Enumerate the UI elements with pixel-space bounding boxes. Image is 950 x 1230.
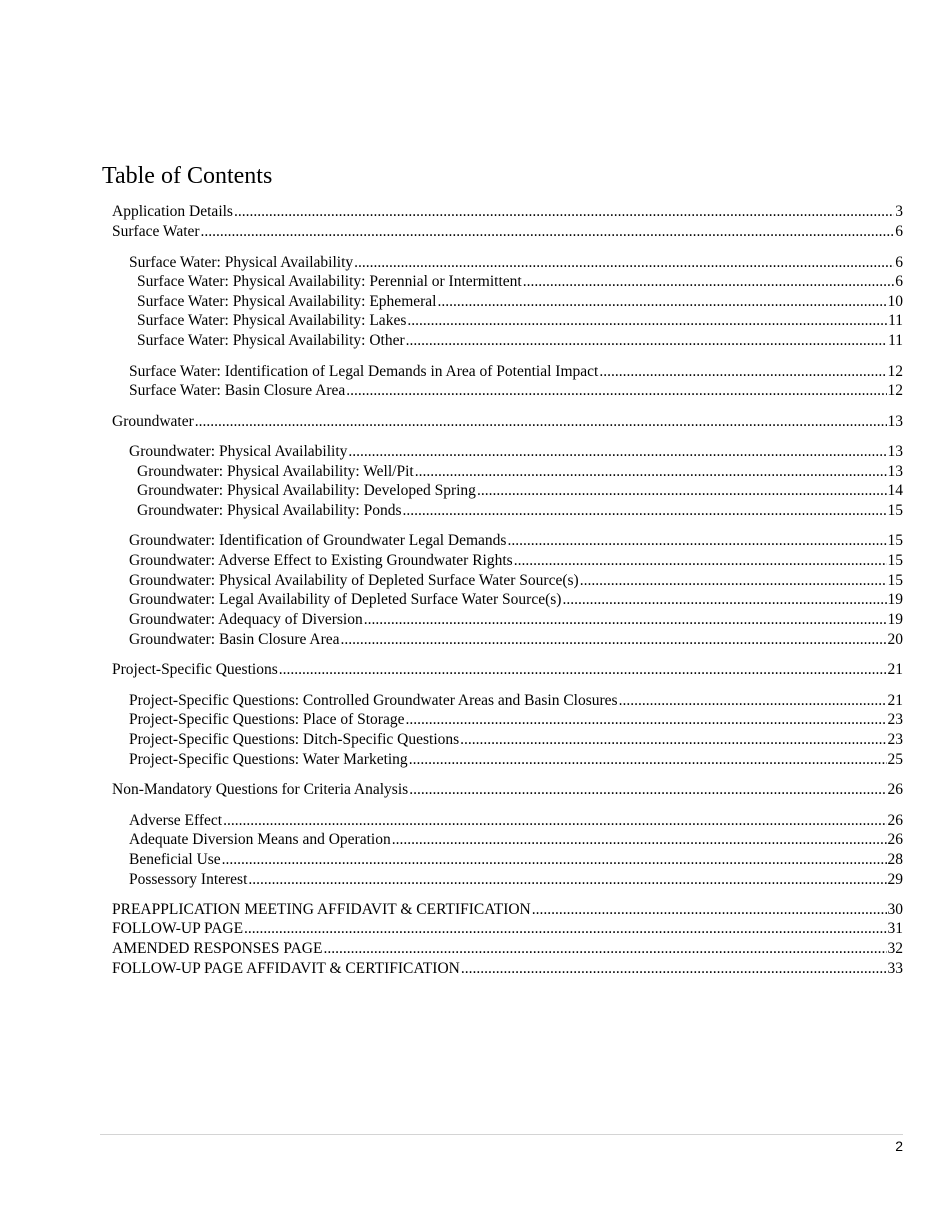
dot-leader [364, 610, 887, 630]
toc-entry[interactable] [112, 412, 903, 432]
toc-entry[interactable] [112, 660, 903, 680]
toc-entry[interactable] [129, 551, 903, 571]
dot-leader [405, 710, 886, 730]
toc-entry-label: Project-Specific Questions: Place of Storage [129, 711, 405, 728]
toc-entry-label: Non-Mandatory Questions for Criteria Analysis [112, 781, 409, 798]
dot-leader [346, 381, 886, 401]
toc-entry-page: 26 [887, 831, 903, 848]
toc-entry-label: Groundwater: Adequacy of Diversion [129, 611, 363, 628]
dot-leader [415, 462, 887, 482]
dot-leader [562, 590, 886, 610]
toc-entry-label: Groundwater: Physical Availability [129, 443, 348, 460]
toc-entry[interactable] [112, 202, 903, 222]
page-title: Table of Contents [102, 163, 273, 189]
dot-leader [323, 939, 886, 959]
toc-entry-label: Project-Specific Questions [112, 661, 278, 678]
toc-entry[interactable] [112, 222, 903, 242]
toc-entry[interactable] [137, 462, 903, 482]
toc-entry-label: Surface Water: Physical Availability: Ephemeral [137, 293, 437, 310]
toc-entry-label: Adequate Diversion Means and Operation [129, 831, 391, 848]
dot-leader [437, 292, 886, 312]
toc-entry[interactable] [129, 362, 903, 382]
toc-entry[interactable] [129, 710, 903, 730]
dot-leader [409, 750, 887, 770]
dot-leader [460, 730, 886, 750]
toc-entry[interactable] [129, 750, 903, 770]
dot-leader [279, 660, 887, 680]
toc-entry-label: Groundwater: Physical Availability: Well/Pit [137, 463, 414, 480]
dot-leader [195, 412, 887, 432]
toc-entry-label: Groundwater: Physical Availability of Depleted Surface Water Source(s) [129, 572, 579, 589]
dot-leader [392, 830, 887, 850]
dot-leader [532, 900, 887, 920]
toc-entry[interactable] [137, 311, 903, 331]
toc-entry-page: 19 [887, 591, 903, 608]
toc-entry-page: 23 [887, 711, 903, 728]
toc-entry[interactable] [129, 870, 903, 890]
toc-entry-label: AMENDED RESPONSES PAGE [112, 940, 323, 957]
dot-leader [409, 780, 886, 800]
toc-entry-page: 6 [895, 273, 903, 290]
toc-entry-page: 20 [887, 631, 903, 648]
toc-entry-page: 14 [887, 482, 903, 499]
toc-entry-label: Groundwater: Physical Availability: Developed Spring [137, 482, 476, 499]
toc-entry-page: 11 [888, 332, 903, 349]
toc-entry[interactable] [137, 481, 903, 501]
toc-entry-label: Surface Water: Physical Availability [129, 254, 354, 271]
toc-entry-page: 23 [887, 731, 903, 748]
toc-entry[interactable] [112, 959, 903, 979]
toc-entry[interactable] [129, 381, 903, 401]
toc-entry[interactable] [112, 919, 903, 939]
toc-entry-page: 13 [887, 463, 903, 480]
toc-entry-page: 10 [887, 293, 903, 310]
toc-entry-page: 32 [887, 940, 903, 957]
dot-leader [223, 811, 886, 831]
dot-leader [201, 222, 895, 242]
dot-leader [599, 362, 886, 382]
page-number: 2 [895, 1138, 903, 1154]
toc-entry-label: Surface Water: Physical Availability: Perennial or Intermittent [137, 273, 522, 290]
toc-entry-page: 25 [887, 751, 903, 768]
toc-entry[interactable] [129, 811, 903, 831]
toc-entry-page: 15 [887, 532, 903, 549]
dot-leader [406, 331, 887, 351]
dot-leader [348, 442, 886, 462]
toc-entry[interactable] [129, 571, 903, 591]
toc-entry-page: 11 [888, 312, 903, 329]
toc-entry-label: Possessory Interest [129, 871, 248, 888]
toc-entry[interactable] [129, 610, 903, 630]
toc-entry-label: Project-Specific Questions: Water Marketing [129, 751, 408, 768]
toc-entry-page: 12 [887, 382, 903, 399]
toc-entry[interactable] [129, 253, 903, 273]
toc-entry[interactable] [137, 501, 903, 521]
dot-leader [402, 501, 886, 521]
toc-entry-label: FOLLOW-UP PAGE AFFIDAVIT & CERTIFICATION [112, 960, 460, 977]
toc-entry[interactable] [129, 691, 903, 711]
toc-entry-page: 21 [887, 661, 903, 678]
toc-entry-page: 28 [887, 851, 903, 868]
toc-entry[interactable] [137, 272, 903, 292]
toc-entry-page: 13 [887, 413, 903, 430]
dot-leader [461, 959, 887, 979]
toc-entry-page: 33 [887, 960, 903, 977]
toc-entry-label: Surface Water: Identification of Legal Demands in Area of Potential Impact [129, 363, 599, 380]
toc-entry-page: 15 [887, 502, 903, 519]
dot-leader [234, 202, 894, 222]
toc-entry[interactable] [129, 531, 903, 551]
toc-entry-page: 19 [887, 611, 903, 628]
toc-entry-label: Groundwater: Basin Closure Area [129, 631, 340, 648]
dot-leader [407, 311, 887, 331]
dot-leader [244, 919, 886, 939]
toc-entry-page: 21 [887, 692, 903, 709]
dot-leader [354, 253, 894, 273]
dot-leader [248, 870, 886, 890]
toc-entry-label: Groundwater: Adverse Effect to Existing Groundwater Rights [129, 552, 513, 569]
toc-entry-label: Project-Specific Questions: Controlled Groundwater Areas and Basin Closures [129, 692, 618, 709]
dot-leader [507, 531, 886, 551]
dot-leader [514, 551, 887, 571]
dot-leader [619, 691, 887, 711]
dot-leader [580, 571, 887, 591]
footer-divider [100, 1134, 903, 1135]
toc-entry-label: Groundwater: Physical Availability: Ponds [137, 502, 402, 519]
toc-entry-label: FOLLOW-UP PAGE [112, 920, 244, 937]
toc-entry-page: 30 [887, 901, 903, 918]
toc-entry-label: Surface Water: Physical Availability: Other [137, 332, 405, 349]
toc-entry-page: 6 [895, 254, 903, 271]
toc-entry-page: 29 [887, 871, 903, 888]
toc-entry[interactable] [137, 292, 903, 312]
toc-entry-label: PREAPPLICATION MEETING AFFIDAVIT & CERTIFICATION [112, 901, 531, 918]
toc-entry[interactable] [129, 850, 903, 870]
toc-entry[interactable] [129, 590, 903, 610]
toc-entry-label: Surface Water: Physical Availability: Lakes [137, 312, 407, 329]
toc-entry[interactable] [129, 830, 903, 850]
toc-entry-page: 26 [887, 781, 903, 798]
toc-entry-page: 12 [887, 363, 903, 380]
toc-entry-page: 15 [887, 552, 903, 569]
toc-entry-label: Project-Specific Questions: Ditch-Specific Questions [129, 731, 460, 748]
dot-leader [341, 630, 887, 650]
toc-entry-label: Beneficial Use [129, 851, 221, 868]
toc-entry-page: 26 [887, 812, 903, 829]
dot-leader [222, 850, 887, 870]
toc-entry-label: Adverse Effect [129, 812, 223, 829]
toc-entry-page: 6 [895, 223, 903, 240]
toc-entry-page: 15 [887, 572, 903, 589]
toc-entry-label: Application Details [112, 203, 233, 220]
toc-entry[interactable] [137, 331, 903, 351]
toc-entry[interactable] [129, 730, 903, 750]
toc-entry[interactable] [112, 900, 903, 920]
toc-entry-label: Groundwater: Legal Availability of Depleted Surface Water Source(s) [129, 591, 562, 608]
toc-entry-label: Groundwater [112, 413, 194, 430]
toc-entry-label: Surface Water: Basin Closure Area [129, 382, 346, 399]
toc-entry-page: 13 [887, 443, 903, 460]
toc-entry[interactable] [112, 780, 903, 800]
dot-leader [523, 272, 895, 292]
dot-leader [477, 481, 887, 501]
toc-entry[interactable] [129, 442, 903, 462]
toc-entry-label: Groundwater: Identification of Groundwater Legal Demands [129, 532, 507, 549]
toc-entry-label: Surface Water [112, 223, 200, 240]
toc-entry[interactable] [129, 630, 903, 650]
toc-entry[interactable] [112, 939, 903, 959]
toc-entry-page: 3 [895, 203, 903, 220]
toc-entry-page: 31 [887, 920, 903, 937]
